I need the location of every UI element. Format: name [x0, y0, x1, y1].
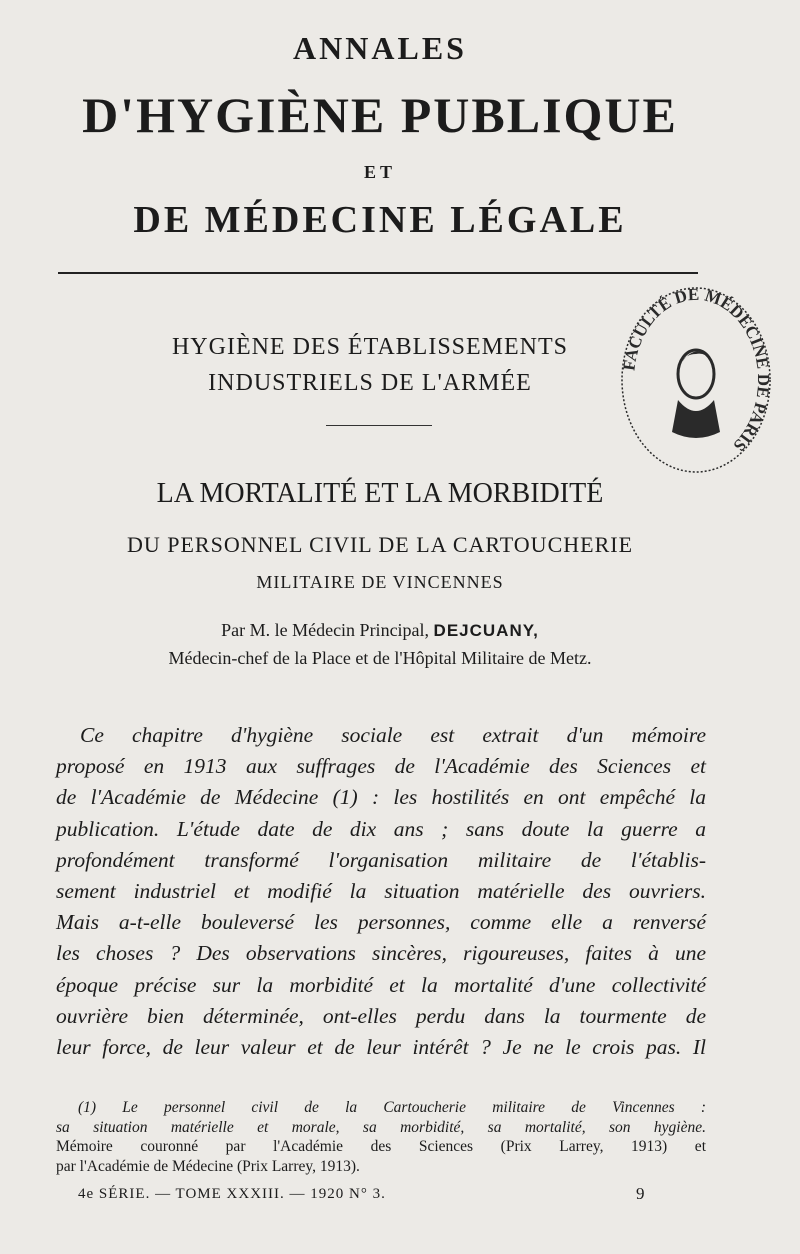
section-divider — [326, 425, 432, 426]
body-line: ouvrière bien déterminée, ont-elles perdu dans la tourmente de — [56, 1003, 706, 1028]
body-line: les choses ? Des observations sincères, rigoureuses, faites à une — [56, 941, 706, 966]
section-title-line2: INDUSTRIELS DE L'ARMÉE — [208, 370, 532, 396]
body-line: profondément transformé l'organisation militaire de l'établis- — [56, 847, 706, 872]
body-line: Mais a-t-elle bouleversé les personnes, comme elle a renversé — [56, 910, 706, 935]
footnote-line: par l'Académie de Médecine (Prix Larrey, 1913). — [56, 1157, 360, 1175]
page-number: 9 — [636, 1184, 645, 1203]
footnote-line — [56, 1118, 706, 1138]
series-footer: 4e SÉRIE. — TOME XXXIII. — 1920 N° 3. — [78, 1186, 386, 1202]
article-subtitle-line1: DU PERSONNEL CIVIL DE LA CARTOUCHERIE — [126, 532, 634, 557]
byline — [0, 620, 760, 641]
footnote-line-text: (1) Le personnel civil de la Cartoucherie militaire de Vincennes : — [78, 1099, 706, 1116]
library-stamp — [616, 282, 776, 478]
body-line: leur force, de leur valeur et de leur intérêt ? Je ne le crois pas. Il — [56, 1034, 706, 1059]
stamp-portrait-icon — [672, 350, 720, 438]
stamp-text-path: FACULTÉ DE MÉDECINE DE PARIS — [619, 284, 774, 456]
body-line: époque précise sur la morbidité et la mortalité d'une collectivité — [56, 972, 706, 997]
footnote-line — [56, 1098, 706, 1118]
article-title: LA MORTALITÉ ET LA MORBIDITÉ — [156, 478, 604, 509]
section-title-line1: HYGIÈNE DES ÉTABLISSEMENTS — [171, 334, 569, 360]
journal-title-main: D'HYGIÈNE PUBLIQUE — [82, 87, 678, 143]
body-line: de l'Académie de Médecine (1) : les hostilités en ont empêché la — [56, 785, 706, 810]
body-line: Ce chapitre d'hygiène sociale est extrait d'un mémoire — [80, 723, 706, 747]
article-subtitle-line2: MILITAIRE DE VINCENNES — [256, 572, 504, 592]
footnote-line: Mémoire couronné par l'Académie des Sciences (Prix Larrey, 1913) et — [56, 1138, 706, 1155]
body-paragraph — [56, 720, 706, 1063]
journal-title-sub: DE MÉDECINE LÉGALE — [133, 199, 627, 241]
body-line: publication. L'étude date de dix ans ; sans doute la guerre a — [56, 816, 706, 841]
byline-prefix: Par M. le Médecin Principal, — [221, 620, 430, 640]
journal-title-top: ANNALES — [293, 30, 467, 66]
author-affiliation: Médecin-chef de la Place et de l'Hôpital Militaire de Metz. — [168, 648, 592, 668]
footnote — [56, 1098, 706, 1176]
header-divider — [58, 272, 698, 274]
body-line: proposé en 1913 aux suffrages de l'Académie des Sciences et — [56, 754, 706, 779]
body-line: sement industriel et modifié la situation matérielle des ouvriers. — [56, 878, 706, 903]
author-name: DEJCUANY, — [433, 621, 539, 640]
journal-title-et: ET — [363, 162, 396, 182]
footnote-line-text: sa situation matérielle et morale, sa morbidité, sa mortalité, son hygiène. — [56, 1118, 706, 1136]
